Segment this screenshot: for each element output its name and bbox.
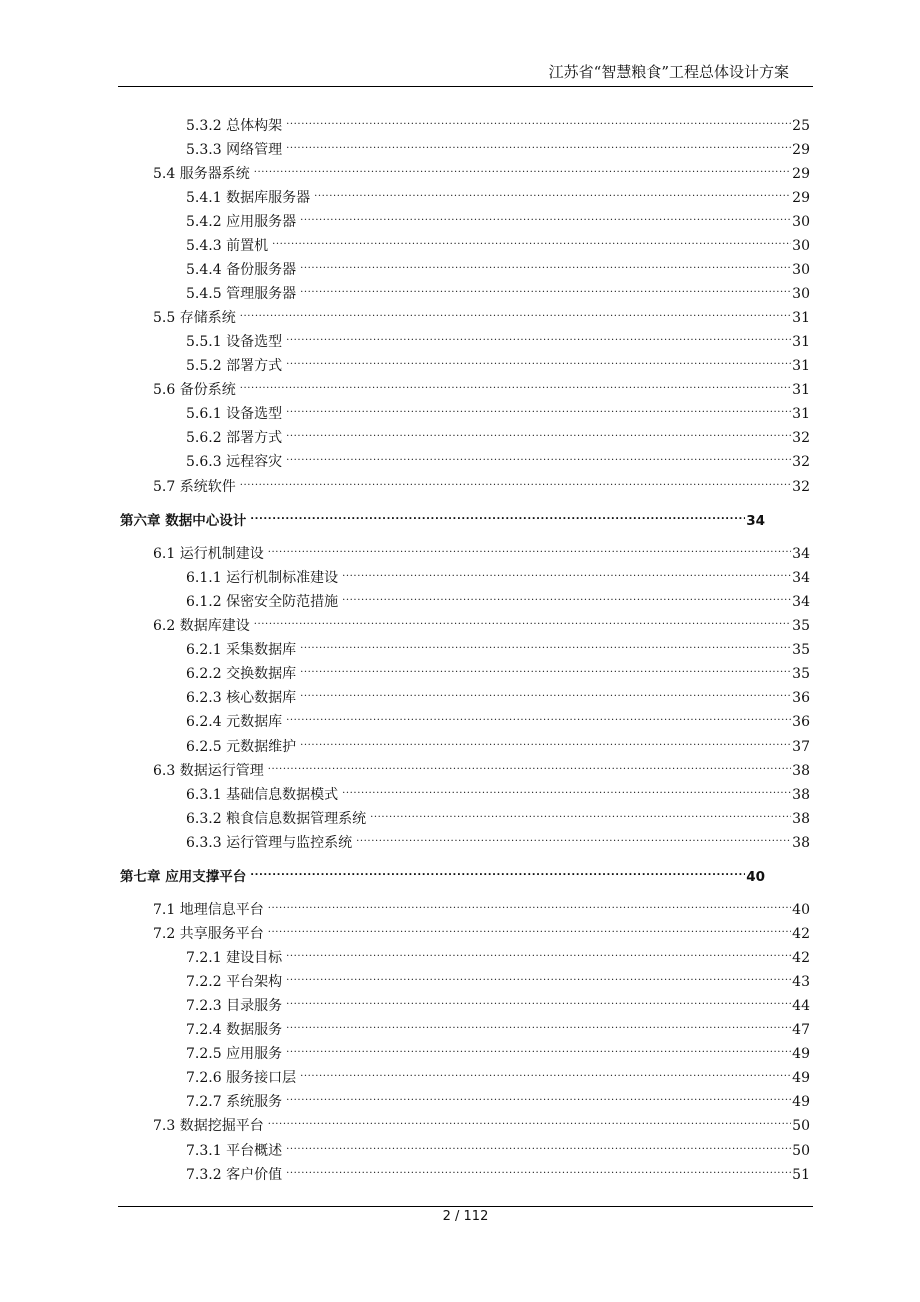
toc-dot-leader (286, 398, 791, 418)
toc-entry-label: 5.4.2 应用服务器 (186, 214, 297, 230)
toc-entry-label: 7.3.2 客户价值 (186, 1167, 283, 1183)
toc-dot-leader (240, 471, 791, 491)
toc-entry-page-number: 49 (792, 1046, 810, 1062)
toc-entry-label: 7.2.7 系统服务 (186, 1094, 283, 1110)
toc-entry-page-number: 38 (792, 787, 810, 803)
toc-dot-leader (300, 206, 791, 226)
toc-entry-page-number: 42 (792, 926, 810, 942)
toc-dot-leader (342, 779, 791, 799)
toc-dot-leader (300, 682, 791, 702)
toc-dot-leader (268, 538, 791, 558)
toc-entry-page-number: 32 (792, 454, 810, 470)
toc-entry-label: 6.2.3 核心数据库 (186, 690, 297, 706)
toc-dot-leader (240, 374, 791, 394)
toc-entry-label: 7.2.6 服务接口层 (186, 1070, 297, 1086)
toc-entry-label: 5.6.3 远程容灾 (186, 454, 283, 470)
toc-entry-label: 5.4 服务器系统 (153, 166, 250, 182)
toc-entry-page-number: 51 (792, 1167, 810, 1183)
toc-entry-page-number: 49 (792, 1094, 810, 1110)
toc-entry[interactable] (186, 326, 810, 350)
toc-entry-page-number: 40 (792, 902, 810, 918)
toc-entry[interactable] (186, 1014, 810, 1038)
toc-entry-page-number: 42 (792, 950, 810, 966)
toc-entry-label: 6.1.2 保密安全防范措施 (186, 594, 339, 610)
toc-entry[interactable] (186, 586, 810, 610)
toc-entry-label: 6.2.4 元数据库 (186, 714, 283, 730)
toc-entry[interactable] (186, 230, 810, 254)
document-title: 江苏省“智慧粮食”工程总体设计方案 (548, 63, 789, 81)
toc-entry-label: 5.4.1 数据库服务器 (186, 190, 311, 206)
toc-entry[interactable] (153, 158, 810, 182)
toc-entry[interactable] (186, 706, 810, 730)
toc-entry-label: 5.5.2 部署方式 (186, 358, 283, 374)
toc-dot-leader (268, 755, 791, 775)
toc-entry[interactable] (153, 471, 810, 495)
toc-entry-page-number: 47 (792, 1022, 810, 1038)
toc-entry-label: 6.1 运行机制建设 (153, 546, 264, 562)
toc-dot-leader (240, 302, 791, 322)
toc-entry-page-number: 34 (746, 513, 765, 529)
toc-entry-label: 6.3 数据运行管理 (153, 763, 264, 779)
page-number: 2 / 112 (442, 1209, 489, 1224)
toc-entry[interactable] (186, 1062, 810, 1086)
toc-entry[interactable] (186, 134, 810, 158)
toc-dot-leader (286, 1086, 791, 1106)
toc-entry-page-number: 32 (792, 479, 810, 495)
toc-dot-leader (286, 1014, 791, 1034)
toc-dot-leader (286, 1135, 791, 1155)
toc-entry-label: 5.3.2 总体构架 (186, 118, 283, 134)
toc-entry-page-number: 38 (792, 763, 810, 779)
toc-chapter-entry[interactable] (120, 861, 765, 885)
toc-entry-page-number: 30 (792, 286, 810, 302)
toc-dot-leader (356, 827, 791, 847)
toc-dot-leader (300, 731, 791, 751)
toc-entry-label: 6.1.1 运行机制标准建设 (186, 570, 339, 586)
toc-entry-page-number: 25 (792, 118, 810, 134)
toc-dot-leader (300, 254, 791, 274)
toc-entry-label: 5.6.1 设备选型 (186, 406, 283, 422)
toc-entry-page-number: 35 (792, 642, 810, 658)
toc-entry-page-number: 50 (792, 1118, 810, 1134)
toc-entry-page-number: 34 (792, 594, 810, 610)
toc-entry-label: 6.2 数据库建设 (153, 618, 250, 634)
toc-entry[interactable] (153, 374, 810, 398)
toc-entry-page-number: 31 (792, 334, 810, 350)
toc-entry[interactable] (186, 827, 810, 851)
toc-entry[interactable] (186, 634, 810, 658)
page-footer (118, 1206, 813, 1224)
toc-dot-leader (300, 634, 791, 654)
toc-entry[interactable] (153, 610, 810, 634)
toc-entry-page-number: 30 (792, 214, 810, 230)
toc-entry[interactable] (186, 966, 810, 990)
toc-dot-leader (286, 446, 791, 466)
toc-dot-leader (286, 350, 791, 370)
toc-entry-page-number: 34 (792, 570, 810, 586)
toc-entry-label: 5.4.3 前置机 (186, 238, 269, 254)
toc-entry-label: 7.1 地理信息平台 (153, 902, 264, 918)
toc-entry-label: 5.4.5 管理服务器 (186, 286, 297, 302)
toc-dot-leader (314, 182, 791, 202)
toc-entry[interactable] (186, 803, 810, 827)
toc-entry[interactable] (153, 538, 810, 562)
toc-entry[interactable] (186, 110, 810, 134)
toc-entry[interactable] (186, 1135, 810, 1159)
toc-entry-page-number: 36 (792, 714, 810, 730)
toc-entry-page-number: 36 (792, 690, 810, 706)
toc-entry[interactable] (186, 278, 810, 302)
toc-entry[interactable] (186, 562, 810, 586)
toc-entry-page-number: 38 (792, 811, 810, 827)
toc-entry-label: 5.5 存储系统 (153, 310, 236, 326)
toc-dot-leader (268, 918, 791, 938)
toc-entry-page-number: 35 (792, 618, 810, 634)
toc-dot-leader (300, 1062, 791, 1082)
toc-entry[interactable] (186, 422, 810, 446)
toc-dot-leader (342, 562, 791, 582)
toc-entry-page-number: 31 (792, 382, 810, 398)
toc-entry-page-number: 30 (792, 262, 810, 278)
toc-dot-leader (370, 803, 791, 823)
toc-entry-label: 5.3.3 网络管理 (186, 142, 283, 158)
toc-entry-label: 7.2.1 建设目标 (186, 950, 283, 966)
toc-chapter-entry[interactable] (120, 505, 765, 529)
toc-entry-label: 第七章 应用支撑平台 (120, 869, 247, 885)
toc-entry[interactable] (153, 302, 810, 326)
toc-entry-label: 5.6 备份系统 (153, 382, 236, 398)
toc-entry-page-number: 32 (792, 430, 810, 446)
toc-dot-leader (286, 134, 791, 154)
toc-entry-page-number: 37 (792, 739, 810, 755)
toc-dot-leader (286, 110, 791, 130)
toc-entry[interactable] (186, 682, 810, 706)
toc-entry-label: 7.2.5 应用服务 (186, 1046, 283, 1062)
toc-entry[interactable] (186, 942, 810, 966)
toc-dot-leader (286, 422, 791, 442)
toc-entry-label: 第六章 数据中心设计 (120, 513, 247, 529)
toc-dot-leader (250, 505, 745, 525)
toc-entry-label: 7.2.3 目录服务 (186, 998, 283, 1014)
toc-entry[interactable] (153, 755, 810, 779)
toc-entry-page-number: 34 (792, 546, 810, 562)
toc-entry-label: 6.2.1 采集数据库 (186, 642, 297, 658)
toc-dot-leader (250, 861, 745, 881)
toc-entry-page-number: 40 (746, 869, 765, 885)
toc-entry-page-number: 31 (792, 310, 810, 326)
toc-dot-leader (286, 706, 791, 726)
toc-entry[interactable] (186, 1038, 810, 1062)
toc-dot-leader (286, 326, 791, 346)
toc-entry-page-number: 43 (792, 974, 810, 990)
toc-entry[interactable] (186, 1086, 810, 1110)
toc-dot-leader (268, 894, 791, 914)
toc-entry-label: 5.5.1 设备选型 (186, 334, 283, 350)
toc-dot-leader (342, 586, 791, 606)
toc-entry-label: 7.2.4 数据服务 (186, 1022, 283, 1038)
toc-dot-leader (272, 230, 791, 250)
toc-entry-page-number: 31 (792, 358, 810, 374)
toc-entry[interactable] (186, 350, 810, 374)
toc-entry[interactable] (153, 894, 810, 918)
toc-entry-page-number: 50 (792, 1143, 810, 1159)
toc-entry-page-number: 29 (792, 190, 810, 206)
toc-dot-leader (254, 610, 791, 630)
toc-entry-page-number: 38 (792, 835, 810, 851)
toc-entry-page-number: 49 (792, 1070, 810, 1086)
toc-dot-leader (286, 990, 791, 1010)
toc-dot-leader (286, 1159, 791, 1179)
toc-entry-page-number: 30 (792, 238, 810, 254)
toc-dot-leader (300, 658, 791, 678)
toc-entry-page-number: 44 (792, 998, 810, 1014)
toc-entry[interactable] (153, 1110, 810, 1134)
toc-entry-label: 7.2 共享服务平台 (153, 926, 264, 942)
toc-entry[interactable] (186, 182, 810, 206)
toc-entry-label: 6.3.2 粮食信息数据管理系统 (186, 811, 367, 827)
toc-entry-label: 6.3.3 运行管理与监控系统 (186, 835, 353, 851)
toc-entry-label: 6.2.5 元数据维护 (186, 739, 297, 755)
toc-entry[interactable] (186, 206, 810, 230)
toc-entry[interactable] (186, 731, 810, 755)
toc-entry-label: 7.3.1 平台概述 (186, 1143, 283, 1159)
toc-entry-label: 5.7 系统软件 (153, 479, 236, 495)
toc-dot-leader (286, 966, 791, 986)
toc-dot-leader (268, 1110, 791, 1130)
toc-entry-page-number: 35 (792, 666, 810, 682)
toc-entry-label: 5.4.4 备份服务器 (186, 262, 297, 278)
toc-entry[interactable] (186, 398, 810, 422)
toc-dot-leader (300, 278, 791, 298)
toc-entry[interactable] (186, 254, 810, 278)
toc-entry-page-number: 29 (792, 166, 810, 182)
toc-entry[interactable] (186, 1159, 810, 1183)
toc-entry-label: 6.3.1 基础信息数据模式 (186, 787, 339, 803)
toc-entry[interactable] (186, 446, 810, 470)
toc-entry-label: 7.3 数据挖掘平台 (153, 1118, 264, 1134)
toc-entry-page-number: 29 (792, 142, 810, 158)
toc-entry[interactable] (153, 918, 810, 942)
toc-entry[interactable] (186, 779, 810, 803)
toc-entry-page-number: 31 (792, 406, 810, 422)
toc-entry-label: 6.2.2 交换数据库 (186, 666, 297, 682)
toc-entry-label: 7.2.2 平台架构 (186, 974, 283, 990)
toc-dot-leader (254, 158, 791, 178)
toc-dot-leader (286, 942, 791, 962)
toc-entry[interactable] (186, 658, 810, 682)
toc-entry[interactable] (186, 990, 810, 1014)
toc-dot-leader (286, 1038, 791, 1058)
toc-entry-label: 5.6.2 部署方式 (186, 430, 283, 446)
